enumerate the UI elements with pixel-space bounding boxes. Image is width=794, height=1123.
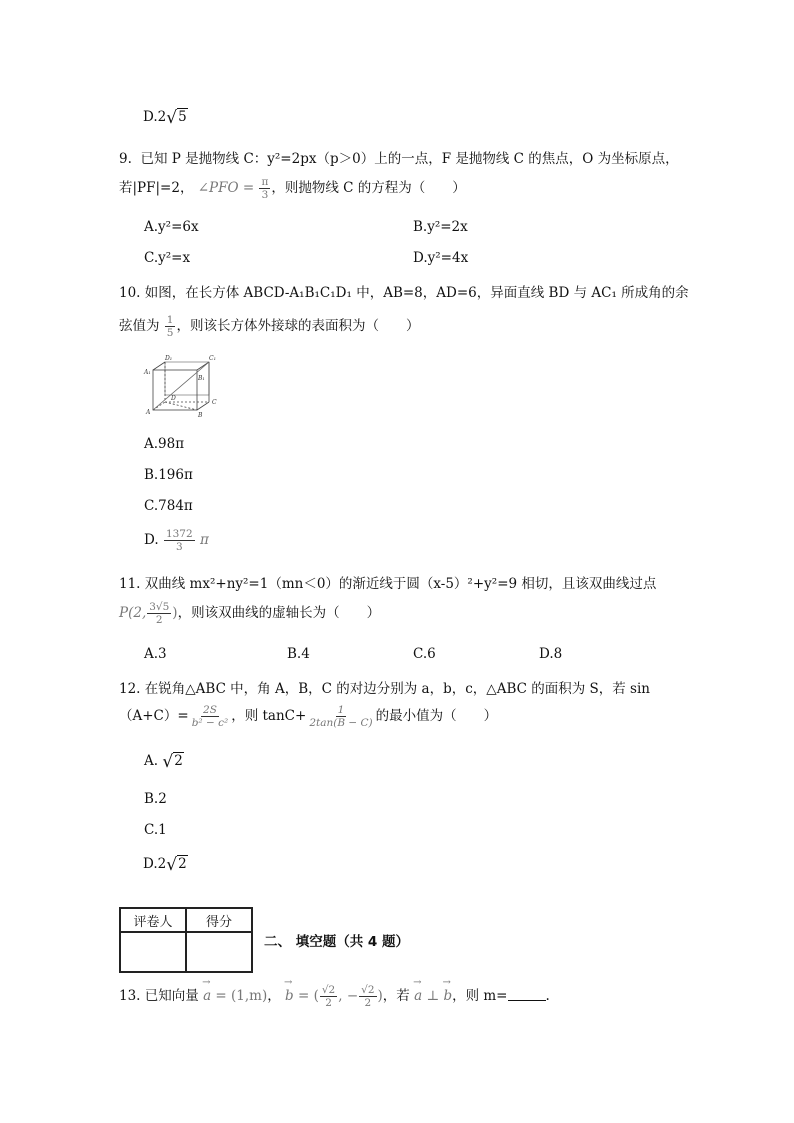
score-table-grader-header: 评卷人 <box>120 908 186 932</box>
label-b: B <box>198 412 203 419</box>
q9-condition: 若|PF|=2， <box>119 180 194 197</box>
sqrt-symbol: √ <box>162 752 174 772</box>
q10-option-d-label: D. <box>144 532 159 549</box>
q12-option-a <box>144 752 184 772</box>
perp-vector-b: → b <box>443 988 452 1004</box>
cuboid-figure <box>143 352 223 420</box>
q8-option-d <box>143 108 188 128</box>
q12-option-a-radicand: 2 <box>174 753 183 769</box>
q8-option-d-label: D. <box>143 109 158 125</box>
vector-b-num-1: √2 <box>321 984 336 996</box>
q12-prefix: （A+C）= <box>119 708 189 725</box>
vector-b-sep: , − <box>338 988 359 1005</box>
vector-b-eq: = ( <box>293 988 319 1005</box>
score-table-score-header: 得分 <box>186 908 252 932</box>
label-a1: A₁ <box>144 369 151 376</box>
label-b1: B₁ <box>198 375 205 382</box>
answer-blank[interactable] <box>508 988 546 1001</box>
q11-question: ，则该双曲线的虚轴长为（ ） <box>177 605 381 622</box>
q13-prefix: 13. 已知向量 <box>119 988 199 1005</box>
vector-a-value: = (1,m) <box>211 988 268 1005</box>
q11-point-prefix: P(2, <box>119 605 147 622</box>
label-a: A <box>146 409 151 416</box>
q10-line1: 10. 如图，在长方体 ABCD-A₁B₁C₁D₁ 中，AB=8，AD=6，异面直线 BD 与 AC₁ 所成角的余 <box>119 285 689 301</box>
q9-option-d: D.y²=4x <box>413 250 469 266</box>
q11-option-c: C.6 <box>413 646 436 662</box>
q10-option-d <box>144 528 209 553</box>
label-d1: D₁ <box>165 355 173 362</box>
q13-comma: ， <box>267 988 281 1005</box>
vector-b-den-2: 2 <box>364 997 372 1010</box>
q10-prefix: 弦值为 <box>119 318 160 335</box>
q10-option-a: A.98π <box>144 436 185 452</box>
vector-b-num-2: √2 <box>361 984 375 996</box>
q9-option-c: C.y²=x <box>144 250 191 266</box>
q12-option-d-radicand: 2 <box>178 856 187 872</box>
q11-point-fraction <box>147 601 171 626</box>
q12-f2-num: 1 <box>337 704 345 716</box>
q11-point-close: ) <box>172 605 178 622</box>
sqrt-symbol: √ <box>166 108 178 128</box>
q9-option-a: A.y²=6x <box>144 219 199 235</box>
q11-option-a: A.3 <box>144 646 167 662</box>
q10-option-d-num: 1372 <box>165 528 193 540</box>
q8-option-d-coef: 2 <box>157 109 167 125</box>
q9-question: ，则抛物线 C 的方程为（ ） <box>271 180 466 197</box>
q10-option-d-pi: π <box>199 532 209 549</box>
q12-question: 的最小值为（ ） <box>375 708 498 725</box>
q11-line1: 11. 双曲线 mx²+ny²=1（mn＜0）的渐近线于圆（x-5）²+y²=9 相切，且该双曲线过点 <box>119 576 657 592</box>
q9-number: 9. <box>119 151 132 167</box>
vector-a: → a <box>203 988 211 1004</box>
q13-condition: ，若 <box>382 988 410 1005</box>
q11-option-b: B.4 <box>287 646 310 662</box>
perp-vector-a: → a <box>414 988 422 1004</box>
q10-frac-num: 1 <box>166 314 174 326</box>
q9-frac-num: π <box>261 176 269 188</box>
q12-option-d <box>143 855 188 875</box>
q10-option-b: B.196π <box>144 467 193 483</box>
q10-option-c: C.784π <box>144 498 193 514</box>
q10-question: ，则该长方体外接球的表面积为（ ） <box>176 318 420 335</box>
q11-option-d: D.8 <box>539 646 563 662</box>
q12-option-b: B.2 <box>144 791 167 807</box>
q12-line1: 12. 在锐角△ABC 中，角 A，B，C 的对边分别为 a，b，c，△ABC 的面积为 S，若 sin <box>119 681 651 697</box>
q10-line2 <box>119 314 419 339</box>
label-d: D <box>171 395 176 402</box>
vector-b-frac-1 <box>320 984 337 1009</box>
vector-b-den-1: 2 <box>325 997 332 1010</box>
perp-symbol: ⊥ <box>422 988 444 1005</box>
q12-line2 <box>119 704 497 729</box>
q12-fraction-2 <box>307 704 374 729</box>
section-heading: 二、 填空题（共 4 题） <box>264 934 409 950</box>
score-table-grader-cell[interactable] <box>120 932 186 972</box>
q12-f2-den: 2tan(B − C) <box>309 717 373 730</box>
q9-line1 <box>119 147 679 167</box>
sqrt-symbol: √ <box>166 855 178 875</box>
q12-mid: ，则 tanC+ <box>231 708 307 725</box>
q8-option-d-radicand: 5 <box>178 109 187 125</box>
q13-question: ，则 m= <box>452 988 508 1005</box>
q9-angle-expr: ∠PFO = <box>197 180 255 197</box>
q10-option-d-fraction <box>164 528 195 553</box>
q10-option-d-den: 3 <box>175 541 183 554</box>
vector-b: → b <box>285 988 294 1004</box>
q10-fraction <box>165 314 176 339</box>
vector-b-close: ) <box>377 988 383 1005</box>
q9-frac-den: 3 <box>261 189 269 202</box>
score-table-score-cell[interactable] <box>186 932 252 972</box>
q11-point-den: 2 <box>155 614 163 627</box>
q9-stem-text: 已知 P 是抛物线 C：y²=2px（p＞0）上的一点，F 是抛物线 C 的焦点，O 为坐标原点， <box>140 151 679 167</box>
q12-option-c: C.1 <box>144 822 167 838</box>
q12-option-a-label: A. <box>144 753 159 769</box>
q12-f1-num: 2S <box>203 704 217 716</box>
q12-fraction-1 <box>190 704 231 729</box>
q9-fraction <box>259 176 270 201</box>
q12-option-d-coef: 2 <box>157 856 167 872</box>
q9-option-b: B.y²=2x <box>413 219 468 235</box>
q11-point-num: 3√5 <box>149 601 170 613</box>
q9-line2 <box>119 176 466 201</box>
score-table <box>119 907 253 973</box>
label-c: C <box>212 399 217 406</box>
label-c1: C₁ <box>209 355 216 362</box>
q12-f1-den: b² − c² <box>191 717 229 730</box>
q10-frac-den: 5 <box>166 327 174 340</box>
q11-line2 <box>119 601 380 626</box>
q12-option-d-label: D. <box>143 856 158 872</box>
q13-line <box>119 984 550 1009</box>
vector-b-frac-2 <box>359 984 376 1009</box>
q13-end: . <box>545 988 550 1005</box>
